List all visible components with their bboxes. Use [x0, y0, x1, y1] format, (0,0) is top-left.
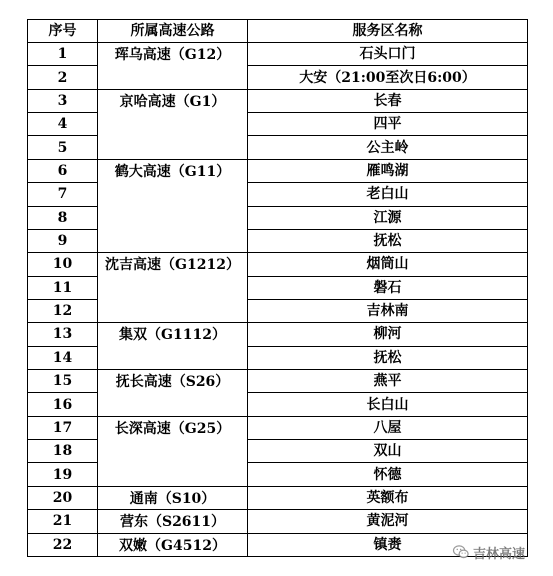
row-number: 1 [28, 43, 98, 66]
highway-name: 京哈高速（G1） [98, 89, 248, 159]
highway-name: 双嫩（G4512） [98, 533, 248, 556]
service-area-name: 江源 [248, 206, 528, 229]
row-number: 18 [28, 440, 98, 463]
service-area-name: 长春 [248, 89, 528, 112]
service-area-name: 老白山 [248, 183, 528, 206]
row-number: 4 [28, 113, 98, 136]
highway-name: 鹤大高速（G11） [98, 159, 248, 252]
service-area-name: 石头口门 [248, 43, 528, 66]
table-row [28, 416, 528, 439]
service-area-name: 吉林南 [248, 299, 528, 322]
table-row [28, 370, 528, 393]
highway-name: 通南（S10） [98, 486, 248, 509]
row-number: 6 [28, 159, 98, 182]
service-area-name: 磐石 [248, 276, 528, 299]
service-area-name: 黄泥河 [248, 510, 528, 533]
table-row [28, 486, 528, 509]
row-number: 22 [28, 533, 98, 556]
row-number: 2 [28, 66, 98, 89]
service-area-name: 四平 [248, 113, 528, 136]
row-number: 7 [28, 183, 98, 206]
table-row [28, 43, 528, 66]
row-number: 9 [28, 229, 98, 252]
service-area-name: 公主岭 [248, 136, 528, 159]
row-number: 11 [28, 276, 98, 299]
table-body [28, 43, 528, 557]
table-row [28, 323, 528, 346]
highway-name: 集双（G1112） [98, 323, 248, 370]
table-row [28, 159, 528, 182]
table-row [28, 89, 528, 112]
row-number: 15 [28, 370, 98, 393]
highway-name: 沈吉高速（G1212） [98, 253, 248, 323]
highway-name: 抚长高速（S26） [98, 370, 248, 417]
table-header-row [28, 20, 528, 43]
header-number: 序号 [28, 20, 98, 43]
service-area-name: 双山 [248, 440, 528, 463]
service-area-name: 抚松 [248, 229, 528, 252]
header-highway: 所属高速公路 [98, 20, 248, 43]
row-number: 3 [28, 89, 98, 112]
wechat-icon [452, 543, 470, 561]
service-area-name: 柳河 [248, 323, 528, 346]
table-row [28, 253, 528, 276]
row-number: 12 [28, 299, 98, 322]
watermark-text: 吉林高速 [473, 546, 526, 562]
service-area-name: 抚松 [248, 346, 528, 369]
service-area-name: 大安（21:00至次日6:00） [248, 66, 528, 89]
row-number: 21 [28, 510, 98, 533]
row-number: 8 [28, 206, 98, 229]
watermark [452, 541, 525, 563]
highway-name: 珲乌高速（G12） [98, 43, 248, 90]
highway-name: 长深高速（G25） [98, 416, 248, 486]
service-area-name: 八屋 [248, 416, 528, 439]
service-area-name: 英额布 [248, 486, 528, 509]
row-number: 10 [28, 253, 98, 276]
row-number: 17 [28, 416, 98, 439]
row-number: 5 [28, 136, 98, 159]
service-area-name: 怀德 [248, 463, 528, 486]
service-area-name: 镇赉 [248, 533, 528, 556]
service-area-name: 燕平 [248, 370, 528, 393]
row-number: 14 [28, 346, 98, 369]
table-row [28, 510, 528, 533]
highway-name: 营东（S2611） [98, 510, 248, 533]
header-service-area: 服务区名称 [248, 20, 528, 43]
row-number: 16 [28, 393, 98, 416]
service-area-name: 烟筒山 [248, 253, 528, 276]
row-number: 19 [28, 463, 98, 486]
service-area-name: 雁鸣湖 [248, 159, 528, 182]
row-number: 20 [28, 486, 98, 509]
row-number: 13 [28, 323, 98, 346]
service-area-name: 长白山 [248, 393, 528, 416]
service-area-table [27, 19, 528, 557]
